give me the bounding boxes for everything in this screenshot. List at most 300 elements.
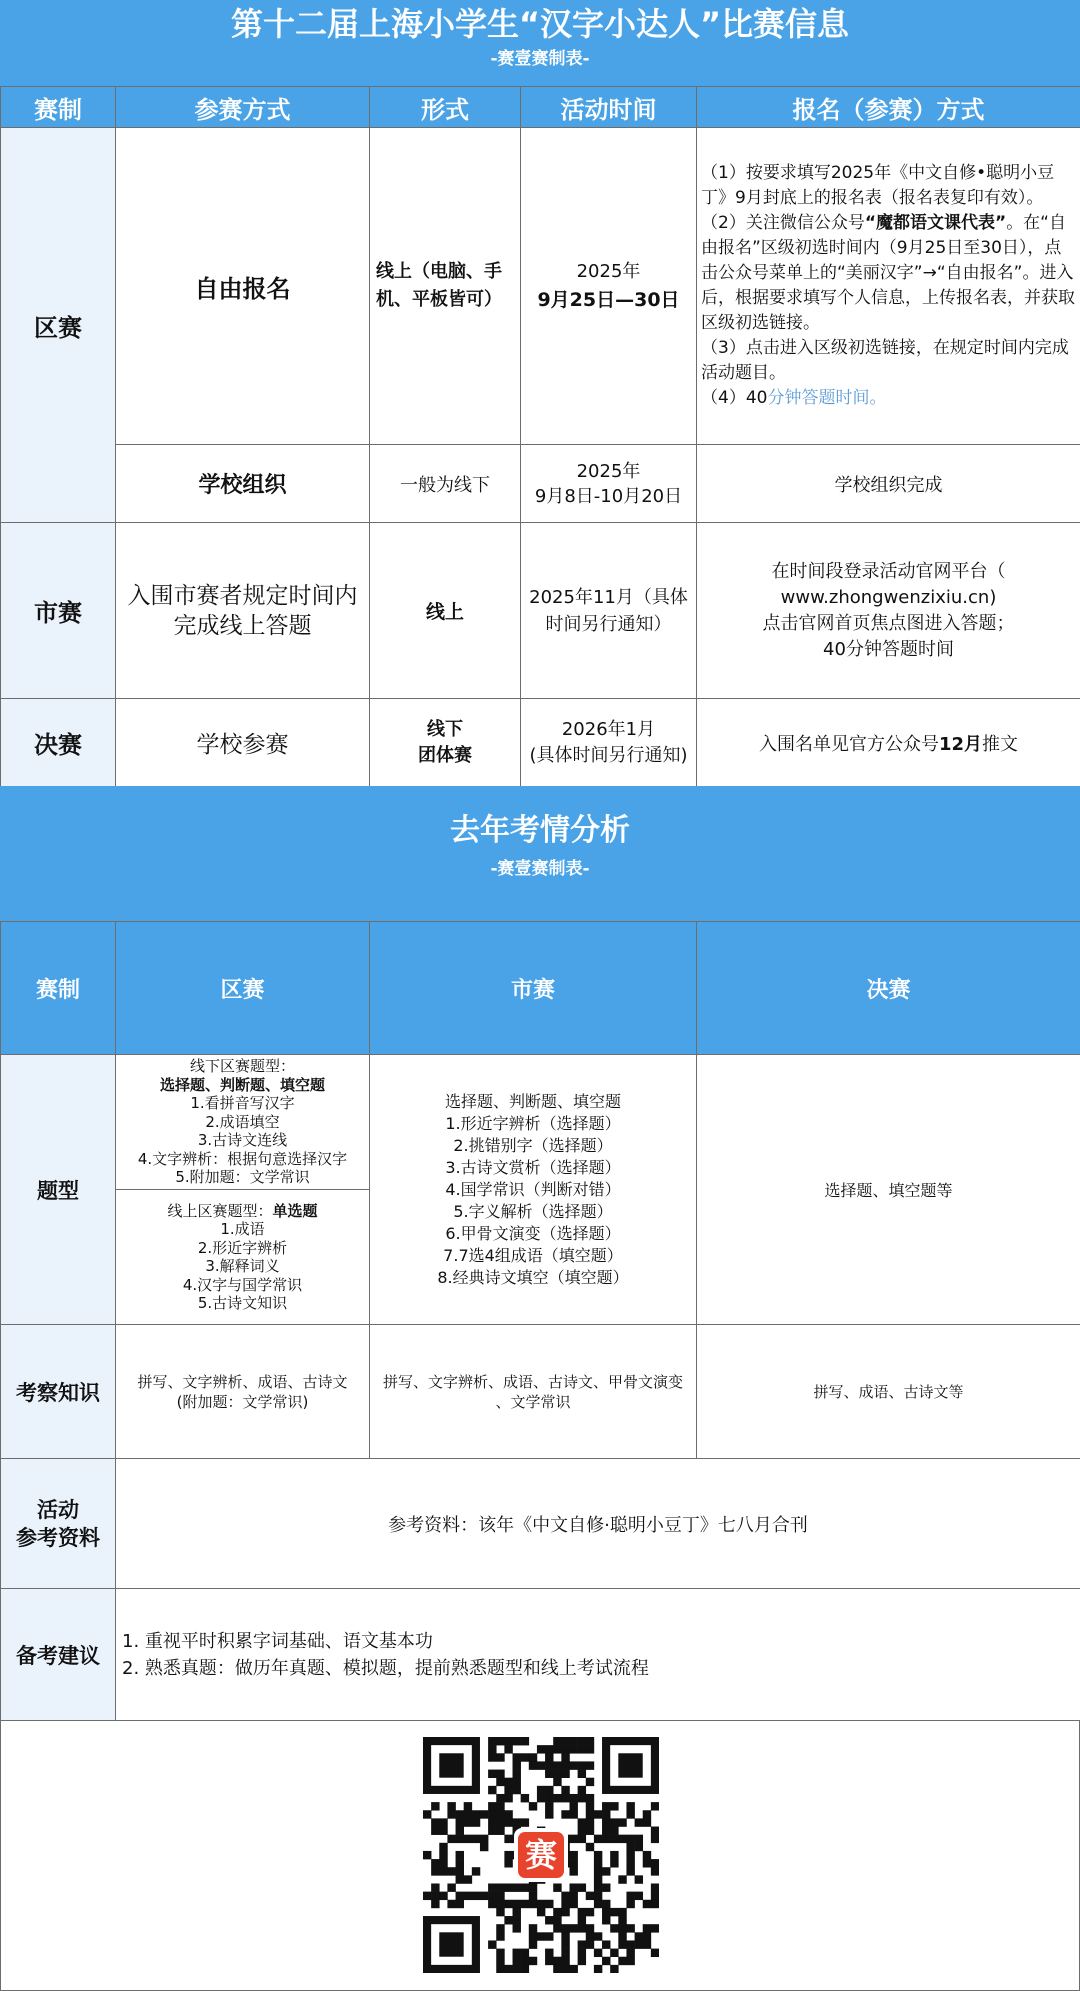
qr-module [651, 1900, 659, 1908]
qr-module [618, 1916, 626, 1924]
qr-module [651, 1827, 659, 1835]
qr-module [610, 1965, 618, 1973]
qr-module [545, 1770, 553, 1778]
qr-module [578, 1949, 586, 1957]
district-free-time-year: 2025年 [576, 261, 641, 282]
page-title: 第十二届上海小学生“汉字小达人”比赛信息 [230, 5, 850, 43]
qr-module [553, 1770, 561, 1778]
signup-step-2 [701, 211, 1076, 336]
final-label: 决赛 [1, 699, 116, 787]
qr-module [464, 1835, 472, 1843]
city-signup-line-4: 40分钟答题时间 [823, 638, 954, 660]
qr-module [602, 1908, 610, 1916]
qr-module [594, 1835, 602, 1843]
qr-module [561, 1908, 569, 1916]
qr-module [504, 1859, 512, 1867]
qr-module [626, 1867, 634, 1875]
qr-module [439, 1892, 447, 1900]
final-row [1, 699, 1080, 787]
qr-module [610, 1802, 618, 1810]
qr-module [618, 1835, 626, 1843]
final-types: 选择题、填空题等 [697, 1055, 1080, 1325]
qr-module [480, 1892, 488, 1900]
qr-module [561, 1940, 569, 1948]
signup-step-2-post: 。在“自由报名”区级初选时间内（9月25日至30日），点击公众号菜单上的“美丽汉字”→“自由报名”。进入后，根据要求填写个人信息，上传报名表，并获取区级初选链接。 [701, 213, 1075, 333]
qr-module [480, 1810, 488, 1818]
district-knowledge [116, 1325, 370, 1459]
qr-module [431, 1802, 439, 1810]
qr-module [545, 1761, 553, 1769]
qr-module [545, 1810, 553, 1818]
qr-module [610, 1924, 618, 1932]
final-knowledge: 拼写、成语、古诗文等 [697, 1325, 1080, 1459]
qr-module [513, 1916, 521, 1924]
qr-module [578, 1818, 586, 1826]
qr-module [456, 1859, 464, 1867]
analysis-table [0, 921, 1080, 1722]
qr-module [439, 1843, 447, 1851]
advice-item: 2. 熟悉真题：做历年真题、模拟题，提前熟悉题型和线上考试流程 [122, 1658, 649, 1679]
final-signup [697, 699, 1080, 787]
city-knowledge-line-1: 拼写、文字辨析、成语、古诗文、甲骨文演变 [382, 1372, 683, 1391]
final-time-line-1: 2026年1月 [561, 718, 656, 740]
city-types-item: 5.字义解析（选择题） [453, 1201, 613, 1221]
qr-module [635, 1818, 643, 1826]
qr-module [545, 1916, 553, 1924]
signup-step-2-pre: （2）关注微信公众号 [701, 213, 865, 233]
qr-module [578, 1916, 586, 1924]
analysis-col-format: 赛制 [1, 922, 116, 1055]
qr-module [578, 1883, 586, 1891]
qr-module [496, 1802, 504, 1810]
qr-module [643, 1900, 651, 1908]
qr-module [496, 1827, 504, 1835]
qr-module [561, 1761, 569, 1769]
qr-module [561, 1932, 569, 1940]
qr-module [529, 1753, 537, 1761]
qr-module [561, 1737, 569, 1745]
qr-module [602, 1818, 610, 1826]
district-online-types [116, 1190, 370, 1325]
qr-module [569, 1851, 577, 1859]
district-school-signup: 学校组织完成 [697, 445, 1080, 523]
qr-section [0, 1720, 1080, 1991]
qr-module [504, 1851, 512, 1859]
qr-module [488, 1883, 496, 1891]
qr-module [521, 1818, 529, 1826]
qr-module [578, 1786, 586, 1794]
qr-module [635, 1843, 643, 1851]
qr-module [504, 1810, 512, 1818]
qr-module [569, 1892, 577, 1900]
qr-module [496, 1924, 504, 1932]
qr-module [439, 1867, 447, 1875]
city-method: 入围市赛者规定时间内完成线上答题 [116, 523, 370, 699]
qr-module [561, 1770, 569, 1778]
qr-module [472, 1892, 480, 1900]
qr-logo-char: 赛 [524, 1836, 557, 1874]
qr-module [626, 1810, 634, 1818]
qr-module [513, 1949, 521, 1957]
district-online-intro-text: 线上区赛题型： [167, 1201, 273, 1220]
qr-module [529, 1802, 537, 1810]
qr-module [496, 1900, 504, 1908]
city-time: 2025年11月（具体时间另行通知） [521, 523, 697, 699]
city-types-item: 8.经典诗文填空（填空题） [437, 1267, 629, 1287]
qr-module [578, 1940, 586, 1948]
qr-module [586, 1892, 594, 1900]
qr-module [537, 1908, 545, 1916]
header-band [0, 0, 1080, 86]
district-free-time-range: 9月25日—30日 [537, 289, 680, 311]
qr-module [488, 1737, 496, 1745]
city-signup [697, 523, 1080, 699]
col-header-format: 赛制 [1, 87, 116, 128]
qr-module [602, 1867, 610, 1875]
qr-module [553, 1761, 561, 1769]
qr-module [586, 1802, 594, 1810]
qr-module [553, 1745, 561, 1753]
qr-module [643, 1851, 651, 1859]
col-header-method: 参赛方式 [116, 87, 370, 128]
qr-module [472, 1818, 480, 1826]
qr-module [496, 1949, 504, 1957]
qr-module [651, 1867, 659, 1875]
qr-module [561, 1892, 569, 1900]
qr-module [586, 1932, 594, 1940]
qr-module [504, 1965, 512, 1973]
qr-module [594, 1892, 602, 1900]
district-offline-item: 4.文字辨析：根据句意选择汉字 [137, 1149, 348, 1168]
qr-module [513, 1900, 521, 1908]
qr-module [431, 1827, 439, 1835]
qr-module [594, 1883, 602, 1891]
qr-module [488, 1745, 496, 1753]
qr-module [643, 1810, 651, 1818]
qr-module [610, 1835, 618, 1843]
qr-finder-inner [439, 1932, 463, 1956]
qr-module [545, 1745, 553, 1753]
qr-module [447, 1802, 455, 1810]
qr-module [602, 1835, 610, 1843]
qr-module [472, 1835, 480, 1843]
schedule-header-row [1, 87, 1080, 128]
final-time-line-2: (具体时间另行通知) [529, 744, 688, 766]
qr-module [578, 1835, 586, 1843]
qr-module [553, 1965, 561, 1973]
qr-module [553, 1883, 561, 1891]
knowledge-label: 考察知识 [1, 1325, 116, 1459]
qr-module [513, 1737, 521, 1745]
qr-module [529, 1900, 537, 1908]
analysis-subtitle: -赛壹赛制表- [490, 859, 590, 879]
types-label: 题型 [1, 1055, 116, 1325]
qr-module [537, 1745, 545, 1753]
qr-module [488, 1810, 496, 1818]
district-offline-intro: 线下区赛题型： [189, 1057, 295, 1076]
qr-module [610, 1851, 618, 1859]
qr-module [431, 1859, 439, 1867]
qr-module [504, 1745, 512, 1753]
reference-label-line-2: 参考资料 [16, 1525, 100, 1550]
qr-module [545, 1957, 553, 1965]
qr-module [496, 1892, 504, 1900]
qr-module [431, 1818, 439, 1826]
qr-module [496, 1794, 504, 1802]
district-offline-item: 5.附加题：文学常识 [175, 1168, 310, 1187]
signup-step-4-highlight: 分钟答题时间。 [767, 388, 887, 408]
qr-module [578, 1908, 586, 1916]
qr-module [602, 1883, 610, 1891]
qr-module [626, 1802, 634, 1810]
qr-module [504, 1916, 512, 1924]
qr-module [545, 1932, 553, 1940]
qr-module [561, 1949, 569, 1957]
district-free-signup [697, 128, 1080, 445]
qr-logo-badge [518, 1832, 564, 1878]
qr-module [480, 1835, 488, 1843]
qr-module [439, 1827, 447, 1835]
qr-module [594, 1875, 602, 1883]
final-signup-month: 12月 [938, 733, 983, 755]
qr-module [602, 1900, 610, 1908]
qr-module [545, 1794, 553, 1802]
district-online-question-kind: 单选题 [272, 1201, 318, 1220]
qr-logo [514, 1828, 568, 1882]
qr-module [626, 1900, 634, 1908]
qr-module [643, 1924, 651, 1932]
qr-module [504, 1818, 512, 1826]
city-types-item: 4.国学常识（判断对错） [445, 1179, 621, 1199]
qr-module [456, 1867, 464, 1875]
qr-module [578, 1957, 586, 1965]
qr-module [553, 1957, 561, 1965]
qr-module [513, 1957, 521, 1965]
qr-module [521, 1965, 529, 1973]
qr-module [569, 1900, 577, 1908]
qr-module [513, 1778, 521, 1786]
col-header-time: 活动时间 [521, 87, 697, 128]
qr-module [561, 1753, 569, 1761]
qr-module [431, 1867, 439, 1875]
qr-module [456, 1827, 464, 1835]
qr-module [504, 1737, 512, 1745]
qr-module [464, 1892, 472, 1900]
qr-module [431, 1883, 439, 1891]
qr-module [545, 1900, 553, 1908]
qr-module [586, 1810, 594, 1818]
qr-module [529, 1940, 537, 1948]
qr-module [618, 1932, 626, 1940]
district-knowledge-line-1: 拼写、文字辨析、成语、古诗文 [137, 1372, 348, 1391]
analysis-col-city: 市赛 [370, 922, 697, 1055]
qr-module [496, 1957, 504, 1965]
qr-module [643, 1818, 651, 1826]
final-form [370, 699, 521, 787]
qr-module [488, 1818, 496, 1826]
qr-module [586, 1737, 594, 1745]
qr-finder-inner [439, 1753, 463, 1777]
qr-module [545, 1802, 553, 1810]
qr-module [504, 1778, 512, 1786]
district-school-time-range: 9月8日-10月20日 [534, 485, 683, 507]
qr-module [602, 1810, 610, 1818]
qr-module [496, 1965, 504, 1973]
district-online-intro [118, 1202, 367, 1221]
qr-module [537, 1794, 545, 1802]
qr-module [504, 1835, 512, 1843]
qr-module [561, 1786, 569, 1794]
qr-module [578, 1794, 586, 1802]
qr-module [496, 1753, 504, 1761]
qr-module [496, 1932, 504, 1940]
qr-module [594, 1932, 602, 1940]
qr-module [651, 1892, 659, 1900]
district-school-method: 学校组织 [116, 445, 370, 523]
qr-module [561, 1810, 569, 1818]
qr-module [464, 1818, 472, 1826]
qr-module [569, 1761, 577, 1769]
advice-row [1, 1589, 1080, 1722]
qr-module [602, 1802, 610, 1810]
qr-module [553, 1924, 561, 1932]
qr-module [447, 1867, 455, 1875]
qr-module [594, 1867, 602, 1875]
qr-module [594, 1851, 602, 1859]
col-header-form: 形式 [370, 87, 521, 128]
district-school-time [521, 445, 697, 523]
analysis-col-district: 区赛 [116, 922, 370, 1055]
wechat-account-name: “魔都语文课代表” [864, 213, 1007, 233]
qr-module [496, 1810, 504, 1818]
final-form-line-2: 团体赛 [418, 744, 472, 766]
qr-module [513, 1770, 521, 1778]
qr-module [456, 1810, 464, 1818]
qr-module [626, 1949, 634, 1957]
district-free-row [1, 128, 1080, 445]
city-signup-line-1: 在时间段登录活动官网平台（ [771, 560, 1006, 582]
qr-module [635, 1835, 643, 1843]
district-free-method: 自由报名 [116, 128, 370, 445]
qr-module [496, 1770, 504, 1778]
qr-module [529, 1761, 537, 1769]
final-signup-pre: 入围名单见官方公众号 [758, 733, 939, 755]
qr-module [529, 1924, 537, 1932]
qr-module [513, 1753, 521, 1761]
qr-module [521, 1949, 529, 1957]
city-types-item: 6.甲骨文演变（选择题） [445, 1223, 621, 1243]
qr-module [561, 1924, 569, 1932]
qr-module [545, 1949, 553, 1957]
reference-text: 参考资料：该年《中文自修·聪明小豆丁》七八月合刊 [116, 1459, 1080, 1589]
qr-module [561, 1900, 569, 1908]
qr-module [586, 1794, 594, 1802]
qr-module [513, 1924, 521, 1932]
qr-module [521, 1957, 529, 1965]
qr-module [488, 1892, 496, 1900]
qr-module [610, 1818, 618, 1826]
qr-module [569, 1835, 577, 1843]
qr-module [626, 1851, 634, 1859]
qr-module [569, 1965, 577, 1973]
qr-module [439, 1859, 447, 1867]
final-method: 学校参赛 [116, 699, 370, 787]
qr-module [537, 1761, 545, 1769]
qr-module [569, 1737, 577, 1745]
qr-module [586, 1940, 594, 1948]
qr-module [594, 1965, 602, 1973]
reference-label [1, 1459, 116, 1589]
qr-module [569, 1794, 577, 1802]
advice-list [116, 1589, 1080, 1722]
qr-module [545, 1753, 553, 1761]
qr-module [423, 1851, 431, 1859]
qr-module [456, 1818, 464, 1826]
qr-module [578, 1924, 586, 1932]
qr-module [618, 1818, 626, 1826]
qr-module [618, 1957, 626, 1965]
city-types [370, 1055, 697, 1325]
qr-module [635, 1932, 643, 1940]
city-knowledge [370, 1325, 697, 1459]
col-header-signup: 报名（参赛）方式 [697, 87, 1080, 128]
qr-module [610, 1859, 618, 1867]
analysis-title: 去年考情分析 [450, 813, 630, 848]
district-offline-types [116, 1055, 370, 1190]
qr-module [521, 1883, 529, 1891]
qr-module [651, 1859, 659, 1867]
qr-module [504, 1786, 512, 1794]
qr-module [635, 1940, 643, 1948]
qr-module [586, 1843, 594, 1851]
qr-module [447, 1810, 455, 1818]
qr-module [561, 1794, 569, 1802]
qr-module [456, 1835, 464, 1843]
page-subtitle: -赛壹赛制表- [490, 49, 590, 69]
qr-module [569, 1802, 577, 1810]
qr-module [651, 1883, 659, 1891]
qr-module [610, 1949, 618, 1957]
qr-module [586, 1745, 594, 1753]
qr-module [456, 1851, 464, 1859]
qr-module [553, 1778, 561, 1786]
qr-module [569, 1867, 577, 1875]
qr-module [488, 1827, 496, 1835]
qr-module [480, 1843, 488, 1851]
qr-module [464, 1875, 472, 1883]
qr-module [586, 1818, 594, 1826]
analysis-header-row [1, 922, 1080, 1055]
qr-module [529, 1883, 537, 1891]
signup-step-4 [701, 386, 1076, 411]
advice-label: 备考建议 [1, 1589, 116, 1722]
district-offline-question-kinds: 选择题、判断题、填空题 [159, 1075, 325, 1094]
qr-module [513, 1761, 521, 1769]
qr-module [529, 1892, 537, 1900]
qr-module [643, 1940, 651, 1948]
qr-module [447, 1900, 455, 1908]
district-online-item: 1.成语 [220, 1220, 265, 1238]
qr-module [594, 1810, 602, 1818]
qr-module [513, 1883, 521, 1891]
qr-module [594, 1900, 602, 1908]
reference-label-line-1: 活动 [37, 1497, 79, 1522]
district-school-time-year: 2025年 [576, 460, 641, 482]
qr-module [529, 1932, 537, 1940]
qr-module [610, 1827, 618, 1835]
district-online-item: 3.解释词义 [205, 1257, 280, 1275]
qr-module [513, 1786, 521, 1794]
